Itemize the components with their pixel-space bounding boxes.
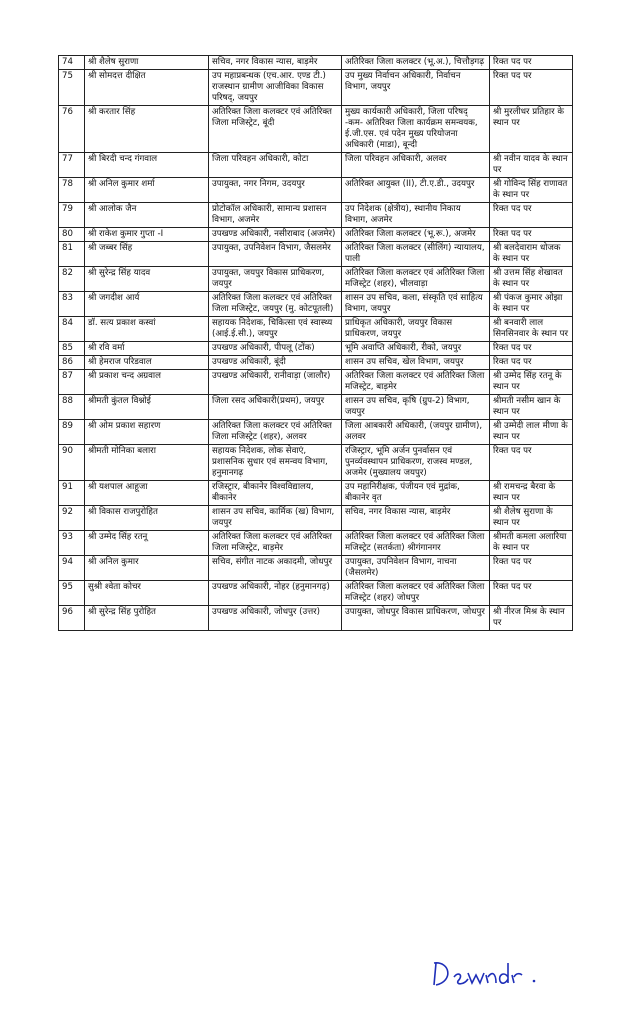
officer-name-cell: श्री बिरदी चन्द गंगवाल — [85, 153, 209, 178]
current-posting-cell: उपायुक्त, नगर निगम, उदयपुर — [209, 178, 342, 203]
new-posting-cell: शासन उप सचिव, कृषि (ग्रुप-2) विभाग, जयपुर — [342, 395, 490, 420]
table-row — [59, 203, 573, 228]
current-posting-cell: जिला परिवहन अधिकारी, कोटा — [209, 153, 342, 178]
current-posting-cell: उपखण्ड अधिकारी, बूंदी — [209, 356, 342, 370]
serial-number-cell: 94 — [59, 556, 85, 581]
vice-cell: श्री बलदेवाराम धोजक के स्थान पर — [490, 242, 573, 267]
current-posting-cell: प्रोटोकॉल अधिकारी, सामान्य प्रशासन विभाग, अजमेर — [209, 203, 342, 228]
officer-name-cell: श्री शैलेष सुराणा — [85, 56, 209, 70]
vice-cell: रिक्त पद पर — [490, 56, 573, 70]
officer-name-cell: श्री जगदीश आर्य — [85, 292, 209, 317]
vice-cell: रिक्त पद पर — [490, 342, 573, 356]
vice-cell: श्रीमती कमला अलारिया के स्थान पर — [490, 531, 573, 556]
new-posting-cell: उपायुक्त, जोधपुर विकास प्राधिकरण, जोधपुर — [342, 606, 490, 631]
vice-cell: श्री उम्मेद सिंह रतनू के स्थान पर — [490, 370, 573, 395]
table-row — [59, 267, 573, 292]
officer-name-cell: श्री हेमराज परिडवाल — [85, 356, 209, 370]
current-posting-cell: सहायक निदेशक, चिकित्सा एवं स्वास्थ्य (आई.ई.सी.), जयपुर — [209, 317, 342, 342]
table-row — [59, 342, 573, 356]
signature — [430, 955, 570, 995]
current-posting-cell: अतिरिक्त जिला कलक्टर एवं अतिरिक्त जिला मजिस्ट्रेट, जयपुर (मु. कोटपूतली) — [209, 292, 342, 317]
serial-number-cell: 86 — [59, 356, 85, 370]
serial-number-cell: 88 — [59, 395, 85, 420]
serial-number-cell: 84 — [59, 317, 85, 342]
current-posting-cell: उपखण्ड अधिकारी, पीपलू (टोंक) — [209, 342, 342, 356]
transfer-list-table — [58, 55, 573, 631]
vice-cell: श्री पंकज कुमार ओझा के स्थान पर — [490, 292, 573, 317]
vice-cell: श्री नवीन यादव के स्थान पर — [490, 153, 573, 178]
current-posting-cell: अतिरिक्त जिला कलक्टर एवं अतिरिक्त जिला मजिस्ट्रेट, बूंदी — [209, 106, 342, 153]
table-row — [59, 606, 573, 631]
vice-cell: रिक्त पद पर — [490, 356, 573, 370]
vice-cell: रिक्त पद पर — [490, 556, 573, 581]
new-posting-cell: रजिस्ट्रार, भूमि अर्जन पुनर्वासन एवं पुनर्व्यवस्थापन प्राधिकरण, राजस्व मण्डल, अजमेर (मुख्यालय जयपुर) — [342, 445, 490, 481]
officer-name-cell: श्री विकास राजपुरोहित — [85, 506, 209, 531]
serial-number-cell: 93 — [59, 531, 85, 556]
serial-number-cell: 78 — [59, 178, 85, 203]
officer-name-cell: श्री रवि वर्मा — [85, 342, 209, 356]
vice-cell: श्री गोविन्द सिंह राणावत के स्थान पर — [490, 178, 573, 203]
new-posting-cell: उप मुख्य निर्वाचन अधिकारी, निर्वाचन विभाग, जयपुर — [342, 70, 490, 106]
new-posting-cell: मुख्य कार्यकारी अधिकारी, जिला परिषद् -कम- अतिरिक्त जिला कार्यक्रम समन्वयक, ई.जी.एस. एवं पदेन मुख्य परियोजना अधिकारी (माडा), बून्दी — [342, 106, 490, 153]
table-row — [59, 56, 573, 70]
serial-number-cell: 91 — [59, 481, 85, 506]
serial-number-cell: 81 — [59, 242, 85, 267]
new-posting-cell: शासन उप सचिव, खेल विभाग, जयपुर — [342, 356, 490, 370]
vice-cell: रिक्त पद पर — [490, 581, 573, 606]
officer-name-cell: सुश्री श्वेता कोचर — [85, 581, 209, 606]
officer-name-cell: श्री करतार सिंह — [85, 106, 209, 153]
table-row — [59, 292, 573, 317]
vice-cell: श्रीमती नसीम खान के स्थान पर — [490, 395, 573, 420]
officer-name-cell: श्री जब्बर सिंह — [85, 242, 209, 267]
table-row — [59, 445, 573, 481]
table-body — [59, 56, 573, 631]
vice-cell: श्री उम्मेदी लाल मीणा के स्थान पर — [490, 420, 573, 445]
table-row — [59, 317, 573, 342]
vice-cell: रिक्त पद पर — [490, 445, 573, 481]
new-posting-cell: अतिरिक्त आयुक्त (II), टी.ए.डी., उदयपुर — [342, 178, 490, 203]
vice-cell: श्री रामचन्द्र बैरवा के स्थान पर — [490, 481, 573, 506]
serial-number-cell: 85 — [59, 342, 85, 356]
current-posting-cell: अतिरिक्त जिला कलक्टर एवं अतिरिक्त जिला मजिस्ट्रेट, बाड़मेर — [209, 531, 342, 556]
officer-name-cell: श्रीमती मोनिका बलारा — [85, 445, 209, 481]
table-row — [59, 370, 573, 395]
table-row — [59, 481, 573, 506]
table-row — [59, 581, 573, 606]
table-row — [59, 178, 573, 203]
vice-cell: श्री बनवारी लाल सिनसिनवार के स्थान पर — [490, 317, 573, 342]
table-row — [59, 531, 573, 556]
current-posting-cell: अतिरिक्त जिला कलक्टर एवं अतिरिक्त जिला मजिस्ट्रेट (शहर), अलवर — [209, 420, 342, 445]
serial-number-cell: 87 — [59, 370, 85, 395]
officer-name-cell: श्री राकेश कुमार गुप्ता -I — [85, 228, 209, 242]
new-posting-cell: अतिरिक्त जिला कलक्टर एवं अतिरिक्त जिला मजिस्ट्रेट, बाड़मेर — [342, 370, 490, 395]
serial-number-cell: 95 — [59, 581, 85, 606]
new-posting-cell: भूमि अवाप्ति अधिकारी, रीको, जयपुर — [342, 342, 490, 356]
current-posting-cell: उपायुक्त, जयपुर विकास प्राधिकरण, जयपुर — [209, 267, 342, 292]
current-posting-cell: रजिस्ट्रार, बीकानेर विश्वविद्यालय, बीकानेर — [209, 481, 342, 506]
current-posting-cell: जिला रसद अधिकारी(प्रथम), जयपुर — [209, 395, 342, 420]
officer-name-cell: श्री सोमदत्त दीक्षित — [85, 70, 209, 106]
table-row — [59, 242, 573, 267]
vice-cell: श्री शैलेष सुराणा के स्थान पर — [490, 506, 573, 531]
current-posting-cell: उपायुक्त, उपनिवेशन विभाग, जैसलमेर — [209, 242, 342, 267]
serial-number-cell: 74 — [59, 56, 85, 70]
current-posting-cell: उपखण्ड अधिकारी, नोहर (हनुमानगढ़) — [209, 581, 342, 606]
new-posting-cell: उप निदेशक (क्षेत्रीय), स्थानीय निकाय विभाग, अजमेर — [342, 203, 490, 228]
serial-number-cell: 92 — [59, 506, 85, 531]
serial-number-cell: 80 — [59, 228, 85, 242]
vice-cell: श्री उत्तम सिंह शेखावत के स्थान पर — [490, 267, 573, 292]
serial-number-cell: 79 — [59, 203, 85, 228]
vice-cell: रिक्त पद पर — [490, 228, 573, 242]
serial-number-cell: 75 — [59, 70, 85, 106]
new-posting-cell: अतिरिक्त जिला कलक्टर एवं अतिरिक्त जिला मजिस्ट्रेट (शहर), भीलवाड़ा — [342, 267, 490, 292]
officer-name-cell: श्री आलोक जैन — [85, 203, 209, 228]
table-row — [59, 356, 573, 370]
officer-name-cell: श्रीमती कुंतल विश्नोई — [85, 395, 209, 420]
current-posting-cell: शासन उप सचिव, कार्मिक (ख) विभाग, जयपुर — [209, 506, 342, 531]
officer-name-cell: श्री यशपाल आहूजा — [85, 481, 209, 506]
vice-cell: श्री मुरलीधर प्रतिहार के स्थान पर — [490, 106, 573, 153]
new-posting-cell: अतिरिक्त जिला कलक्टर एवं अतिरिक्त जिला मजिस्ट्रेट (सतर्कता) श्रीगंगानगर — [342, 531, 490, 556]
current-posting-cell: उपखण्ड अधिकारी, नसीराबाद (अजमेर) — [209, 228, 342, 242]
new-posting-cell: अतिरिक्त जिला कलक्टर (भू.रू.), अजमेर — [342, 228, 490, 242]
serial-number-cell: 90 — [59, 445, 85, 481]
serial-number-cell: 77 — [59, 153, 85, 178]
serial-number-cell: 89 — [59, 420, 85, 445]
new-posting-cell: जिला आबकारी अधिकारी, (जयपुर ग्रामीण), अलवर — [342, 420, 490, 445]
new-posting-cell: शासन उप सचिव, कला, संस्कृति एवं साहित्य विभाग, जयपुर — [342, 292, 490, 317]
officer-name-cell: श्री प्रकाश चन्द अग्रवाल — [85, 370, 209, 395]
vice-cell: रिक्त पद पर — [490, 203, 573, 228]
table-row — [59, 228, 573, 242]
serial-number-cell: 76 — [59, 106, 85, 153]
new-posting-cell: उपायुक्त, उपनिवेशन विभाग, नाचना (जैसलमेर) — [342, 556, 490, 581]
new-posting-cell: अतिरिक्त जिला कलक्टर (सीलिंग) न्यायालय, पाली — [342, 242, 490, 267]
table-row — [59, 106, 573, 153]
table-row — [59, 506, 573, 531]
new-posting-cell: जिला परिवहन अधिकारी, अलवर — [342, 153, 490, 178]
new-posting-cell: अतिरिक्त जिला कलक्टर एवं अतिरिक्त जिला मजिस्ट्रेट (शहर) जोधपुर — [342, 581, 490, 606]
officer-name-cell: श्री उम्मेद सिंह रतनू — [85, 531, 209, 556]
current-posting-cell: उपखण्ड अधिकारी, जोधपुर (उत्तर) — [209, 606, 342, 631]
current-posting-cell: सचिव, संगीत नाटक अकादमी, जोधपुर — [209, 556, 342, 581]
officer-name-cell: श्री अनिल कुमार — [85, 556, 209, 581]
vice-cell: श्री नीरज मिश्र के स्थान पर — [490, 606, 573, 631]
table-row — [59, 70, 573, 106]
current-posting-cell: सहायक निदेशक, लोक सेवाएं, प्रशासनिक सुधार एवं समन्वय विभाग, हनुमानगढ़ — [209, 445, 342, 481]
serial-number-cell: 82 — [59, 267, 85, 292]
officer-name-cell: डॉ. सत्य प्रकाश कस्वां — [85, 317, 209, 342]
table-row — [59, 395, 573, 420]
current-posting-cell: उप महाप्रबन्धक (एच.आर. एण्ड टी.) राजस्थान ग्रामीण आजीविका विकास परिषद्, जयपुर — [209, 70, 342, 106]
officer-name-cell: श्री अनिल कुमार शर्मा — [85, 178, 209, 203]
table-row — [59, 556, 573, 581]
serial-number-cell: 83 — [59, 292, 85, 317]
new-posting-cell: उप महानिरीक्षक, पंजीयन एवं मुद्रांक, बीकानेर वृत — [342, 481, 490, 506]
new-posting-cell: अतिरिक्त जिला कलक्टर (भू.अ.), चित्तौड़गढ़ — [342, 56, 490, 70]
vice-cell: रिक्त पद पर — [490, 70, 573, 106]
officer-name-cell: श्री सुरेन्द्र सिंह यादव — [85, 267, 209, 292]
new-posting-cell: प्राधिकृत अधिकारी, जयपुर विकास प्राधिकरण, जयपुर — [342, 317, 490, 342]
serial-number-cell: 96 — [59, 606, 85, 631]
officer-name-cell: श्री सुरेन्द्र सिंह पुरोहित — [85, 606, 209, 631]
table-row — [59, 420, 573, 445]
table-row — [59, 153, 573, 178]
new-posting-cell: सचिव, नगर विकास न्यास, बाड़मेर — [342, 506, 490, 531]
officer-name-cell: श्री ओम प्रकाश सहारण — [85, 420, 209, 445]
current-posting-cell: सचिव, नगर विकास न्यास, बाड़मेर — [209, 56, 342, 70]
current-posting-cell: उपखण्ड अधिकारी, रानीवाड़ा (जालौर) — [209, 370, 342, 395]
